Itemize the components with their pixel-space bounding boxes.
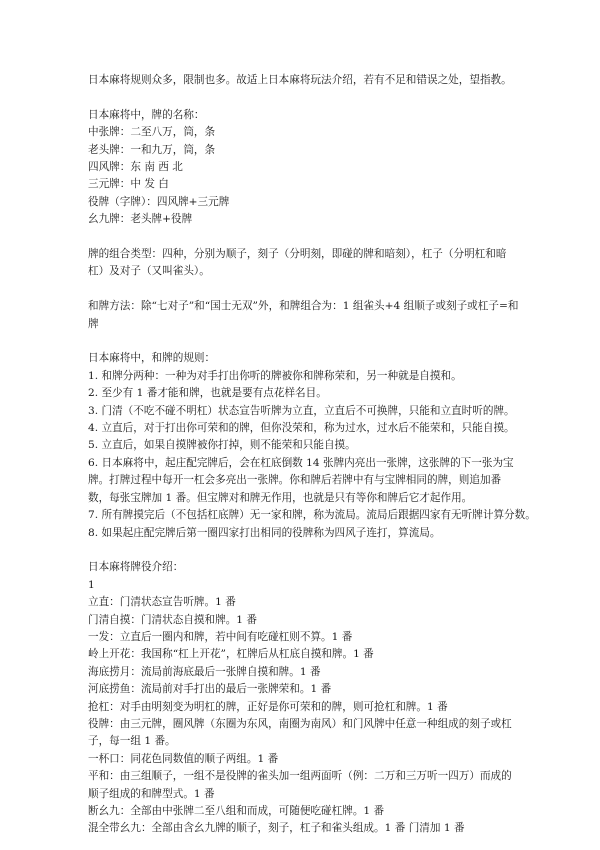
tile-name-item: 三元牌：中 发 白 <box>88 178 169 191</box>
winning-rules-heading: 日本麻将中，和牌的规则： <box>88 352 216 365</box>
yaku-item: 抢杠：对手由明刻变为明杠的牌，正好是你可荣和的牌，则可抢杠和牌。1 番 <box>88 700 448 713</box>
tile-name-item: 役牌（字牌）：四风牌+三元牌 <box>88 195 230 208</box>
tile-name-item: 中张牌：二至八万，筒，条 <box>88 126 216 139</box>
yaku-item: 河底捞鱼：流局前对手打出的最后一张牌荣和。1 番 <box>88 683 332 696</box>
rule-item: 8. 如果起庄配完牌后第一圈四家打出相同的役牌称为四风子连打，算流局。 <box>88 526 441 539</box>
tile-names-heading: 日本麻将中，牌的名称： <box>88 108 205 121</box>
yaku-item: 立直：门清状态宣告听牌。1 番 <box>88 596 236 609</box>
yaku-item: 一发：立直后一圈内和牌，若中间有吃碰杠则不算。1 番 <box>88 630 353 643</box>
yaku-number: 1 <box>88 578 95 591</box>
spacer <box>88 89 520 106</box>
rule-item: 4. 立直后，对于打出你可荣和的牌，但你没荣和，称为过水，过水后不能荣和，只能自摸。 <box>88 422 515 435</box>
yaku-item: 混全带幺九：全部由含幺九牌的顺子，刻子，杠子和雀头组成。1 番 门清加 1 番 <box>88 822 465 835</box>
combination-paragraph: 牌的组合类型：四种，分别为顺子，刻子（分明刻，即碰的牌和暗刻），杠子（分明杠和暗杠）及对子（又叫雀头）。 <box>88 248 507 278</box>
yaku-item: 役牌：由三元牌，圈风牌（东圈为东风，南圈为南风）和门风牌中任意一种组成的刻子或杠子，每一组 1 番。 <box>88 717 512 748</box>
rule-item: 1. 和牌分两种：一种为对手打出你听的牌被你和牌称荣和，另一种就是自摸和。 <box>88 369 462 382</box>
yaku-item: 平和：由三组顺子，一组不是役牌的雀头加一组两面听（例：二万和三万听一四万）而成的顺子组成的和牌型式。1 番 <box>88 770 512 800</box>
rule-item: 6. 日本麻将中，起庄配完牌后，会在杠底倒数 14 张牌内亮出一张牌，这张牌的下一张为宝牌。打牌过程中每开一杠会多亮出一张牌。你和牌后若牌中有与宝牌相同的牌，则追加番数，每张宝牌加 1 番。但宝牌对和牌无作用，也就是只有等你和牌后它才起作用。 <box>88 456 514 504</box>
rule-item: 7. 所有牌摸完后（不包括杠底牌）无一家和牌，称为流局。流局后跟据四家有无听牌计算分数。 <box>88 509 536 522</box>
yaku-item: 一杯口：同花色同数值的顺子两组。1 番 <box>88 752 279 765</box>
yaku-item: 海底捞月：流局前海底最后一张牌自摸和牌。1 番 <box>88 665 321 678</box>
yaku-item: 岭上开花：我国称“杠上开花”，杠牌后从杠底自摸和牌。1 番 <box>88 648 374 661</box>
rule-item: 3. 门清（不吃不碰不明杠）状态宣告听牌为立直，立直后不可换牌，只能和立直时听的牌。 <box>88 404 515 417</box>
spacer <box>88 542 520 559</box>
rule-item: 5. 立直后，如果自摸牌被你打掉，则不能荣和只能自摸。 <box>88 439 356 452</box>
tile-name-item: 四风牌：东 南 西 北 <box>88 161 183 174</box>
tile-name-item: 老头牌：一和九万，筒，条 <box>88 143 216 156</box>
yaku-item: 门清自摸：门清状态自摸和牌。1 番 <box>88 613 258 626</box>
tile-name-item: 幺九牌：老头牌+役牌 <box>88 213 193 226</box>
spacer <box>88 229 520 246</box>
rule-item: 2. 至少有 1 番才能和牌，也就是要有点花样名目。 <box>88 387 327 400</box>
spacer <box>88 281 520 298</box>
spacer <box>88 333 520 350</box>
winning-method-paragraph: 和牌方法：除“七对子”和“国士无双”外，和牌组合为：1 组雀头+4 组顺子或刻子或杠子=和牌 <box>88 300 519 330</box>
yaku-item: 断幺九：全部由中张牌二至八组和而成，可随便吃碰杠牌。1 番 <box>88 804 385 817</box>
intro-paragraph: 日本麻将规则众多，限制也多。故适上日本麻将玩法介绍，若有不足和错误之处，望指教。 <box>88 74 512 86</box>
yaku-heading: 日本麻将牌役介绍： <box>88 561 184 574</box>
